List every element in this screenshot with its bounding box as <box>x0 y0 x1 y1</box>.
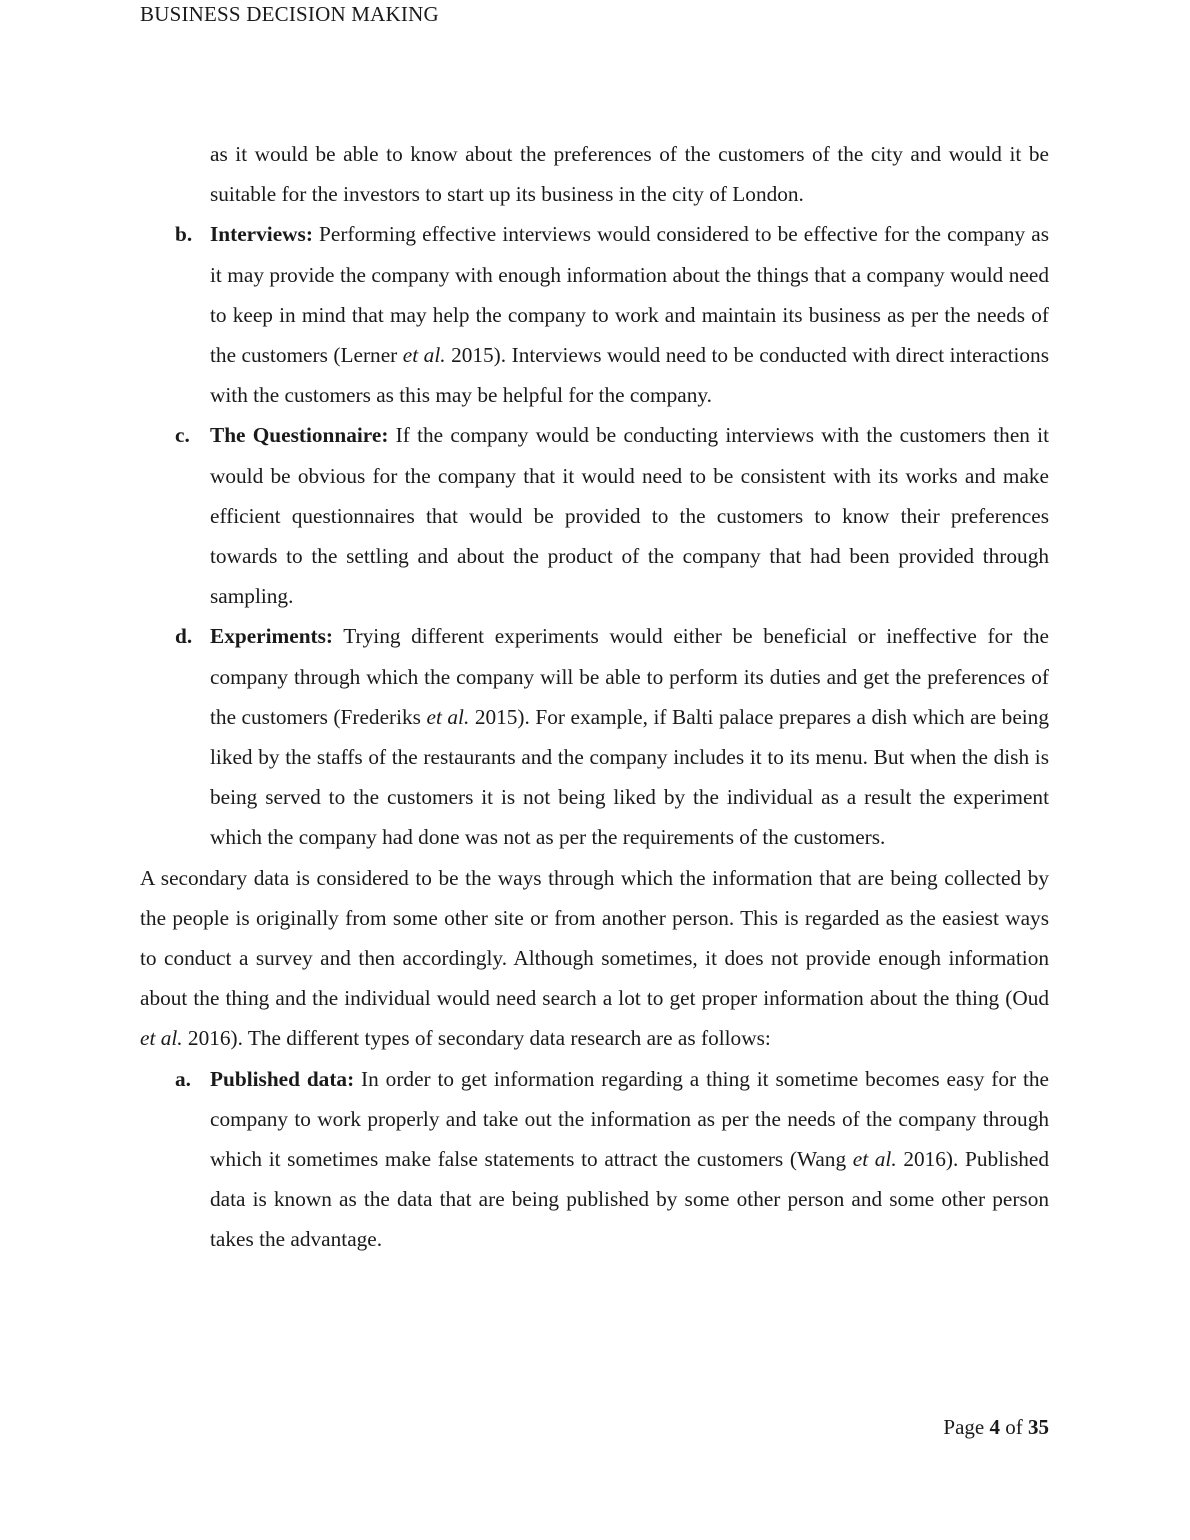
item-title: Published data: <box>210 1066 355 1091</box>
item-text-after: 2015). Interviews would need to be conducted with direct interactions with the customers as this may be helpful for the company. <box>210 343 1049 408</box>
list-marker: b. <box>175 222 193 247</box>
item-text: If the company would be conducting interviews with the customers then it would be obvious for the company that it would need to be consistent with its works and make efficient questionnaires that would be provided to the customers to know their preferences towards to the settling and about the product of the company that had been provided through sampling. <box>210 423 1050 609</box>
list-item-interviews <box>175 214 1049 415</box>
page-number <box>943 1415 1049 1440</box>
running-header: BUSINESS DECISION MAKING <box>140 2 439 26</box>
page-label: Page <box>943 1415 990 1439</box>
item-title: Interviews: <box>210 222 313 247</box>
citation-etal: et al. <box>426 704 470 729</box>
item-title: Experiments: <box>210 624 334 649</box>
item-text: In order to get information regarding a thing it sometime becomes easy for the company to work properly and take out the information as per the needs of the company through which it sometimes make false statements to attract the customers (Wang <box>210 1066 1049 1172</box>
total-pages: 35 <box>1028 1415 1049 1439</box>
list-marker: a. <box>175 1066 191 1091</box>
item-text-after: 2015). For example, if Balti palace prepares a dish which are being liked by the staffs of the restaurants and the company includes it to its menu. But when the dish is being served to the customers it is not being liked by the individual as a result the experiment which the company had done was not as per the requirements of the customers. <box>210 704 1049 850</box>
secondary-data-paragraph <box>140 858 1049 1059</box>
item-text: Trying different experiments would either be beneficial or ineffective for the company through which the company will be able to perform its duties and get the preferences of the customers (Frederiks <box>210 624 1049 729</box>
item-text-after: 2016). Published data is known as the data that are being published by some other person and some other person takes the advantage. <box>210 1147 1049 1252</box>
list-item-questionnaire <box>175 415 1050 616</box>
citation-etal: et al. <box>852 1147 897 1172</box>
list-item-published-data <box>175 1059 1049 1260</box>
list-marker: c. <box>175 423 190 448</box>
list-marker: d. <box>175 624 193 649</box>
continuation-paragraph: as it would be able to know about the preferences of the customers of the city and would it be suitable for the investors to start up its business in the city of London. <box>210 142 1049 207</box>
citation-etal: et al. <box>140 1026 183 1051</box>
page-body <box>140 134 1049 1260</box>
citation-etal: et al. <box>402 343 446 368</box>
item-title: The Questionnaire: <box>210 423 389 448</box>
item-text: Performing effective interviews would considered to be effective for the company as it may provide the company with enough information about the things that a company would need to keep in mind that may help the company to work and maintain its business as per the needs of the customers (Lerner <box>210 222 1049 368</box>
current-page: 4 <box>989 1415 1000 1439</box>
list-item-experiments <box>175 616 1049 857</box>
of-label: of <box>1000 1415 1028 1439</box>
paragraph-text: A secondary data is considered to be the ways through which the information that are being collected by the people is originally from some other site or from another person. This is regarded as the easiest ways to conduct a survey and then accordingly. Although sometimes, it does not provide enough information about the thing and the individual would need search a lot to get proper information about the thing (Oud <box>140 865 1049 1011</box>
paragraph-text-after: 2016). The different types of secondary data research are as follows: <box>182 1026 771 1051</box>
